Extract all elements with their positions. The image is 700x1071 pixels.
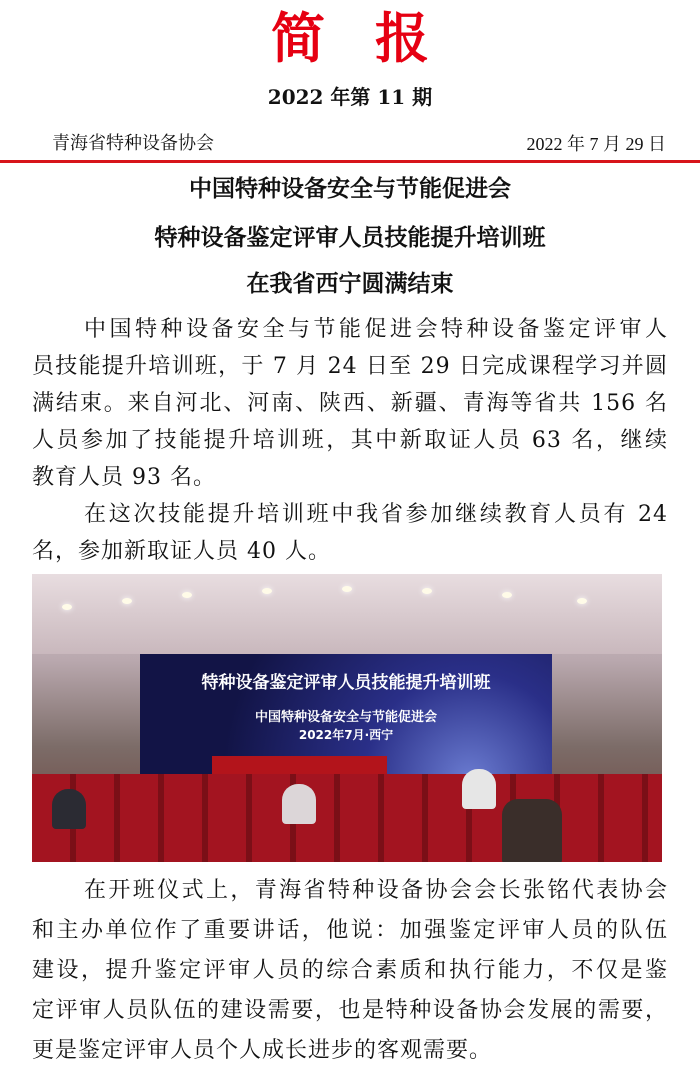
paragraph-2 [32,496,668,570]
audience-member [462,769,496,809]
text-line: 名，参加新取证人员 40 人。 [32,539,331,564]
publish-date: 2022 年 7 月 29 日 [526,134,666,154]
text-line: 建设，提升鉴定评审人员的综合素质和执行能力，不仅是鉴 [32,958,668,983]
text-line: 满结束。来自河北、河南、陕西、新疆、青海等省共 156 名 [32,391,668,416]
text-line: 和主办单位作了重要讲话，他说：加强鉴定评审人员的队伍 [32,918,668,943]
article-heading-line-3: 在我省西宁圆满结束 [246,271,454,297]
paragraph-3 [32,871,668,1071]
text-line: 更是鉴定评审人员个人成长进步的客观需要。 [32,1038,493,1063]
issue-number: 2022 年第 11 期 [267,85,433,109]
ceiling-light [62,604,72,610]
ceiling-light [122,598,132,604]
ceiling [32,574,662,654]
ceiling-light [577,598,587,604]
text-line: 人员参加了技能提升培训班，其中新取证人员 63 名，继续 [32,428,668,453]
text-line: 中国特种设备安全与节能促进会特种设备鉴定评审人 [84,317,668,342]
ceiling-light [502,592,512,598]
ceiling-light [182,592,192,598]
ceiling-light [262,588,272,594]
publisher-name: 青海省特种设备协会 [52,133,214,154]
text-line: 在这次技能提升培训班中我省参加继续教育人员有 24 [84,502,668,527]
text-line: 教育人员 93 名。 [32,465,216,490]
screen-title: 特种设备鉴定评审人员技能提升培训班 [201,673,491,693]
ceiling-light [342,586,352,592]
text-line: 定评审人员队伍的建设需要，也是特种设备协会发展的需要， [32,998,668,1023]
paragraph-1 [32,311,668,496]
screen-subtitle: 中国特种设备安全与节能促进会 [254,710,437,725]
audience-chairs [32,774,662,862]
audience-member [52,789,86,829]
red-divider [0,160,700,163]
audience-member [502,799,562,862]
ceiling-light [422,588,432,594]
training-session-photo [32,574,662,862]
masthead-title: 简报 [271,7,479,70]
screen-date: 2022年7月·西宁 [298,728,394,742]
article-heading-line-1: 中国特种设备安全与节能促进会 [189,176,511,202]
podium-table [212,756,387,774]
text-line: 员技能提升培训班，于 7 月 24 日至 29 日完成课程学习并圆 [32,354,668,379]
article-heading-line-2: 特种设备鉴定评审人员技能提升培训班 [154,225,546,251]
text-line: 在开班仪式上，青海省特种设备协会会长张铭代表协会 [84,878,668,903]
audience-member [282,784,316,824]
